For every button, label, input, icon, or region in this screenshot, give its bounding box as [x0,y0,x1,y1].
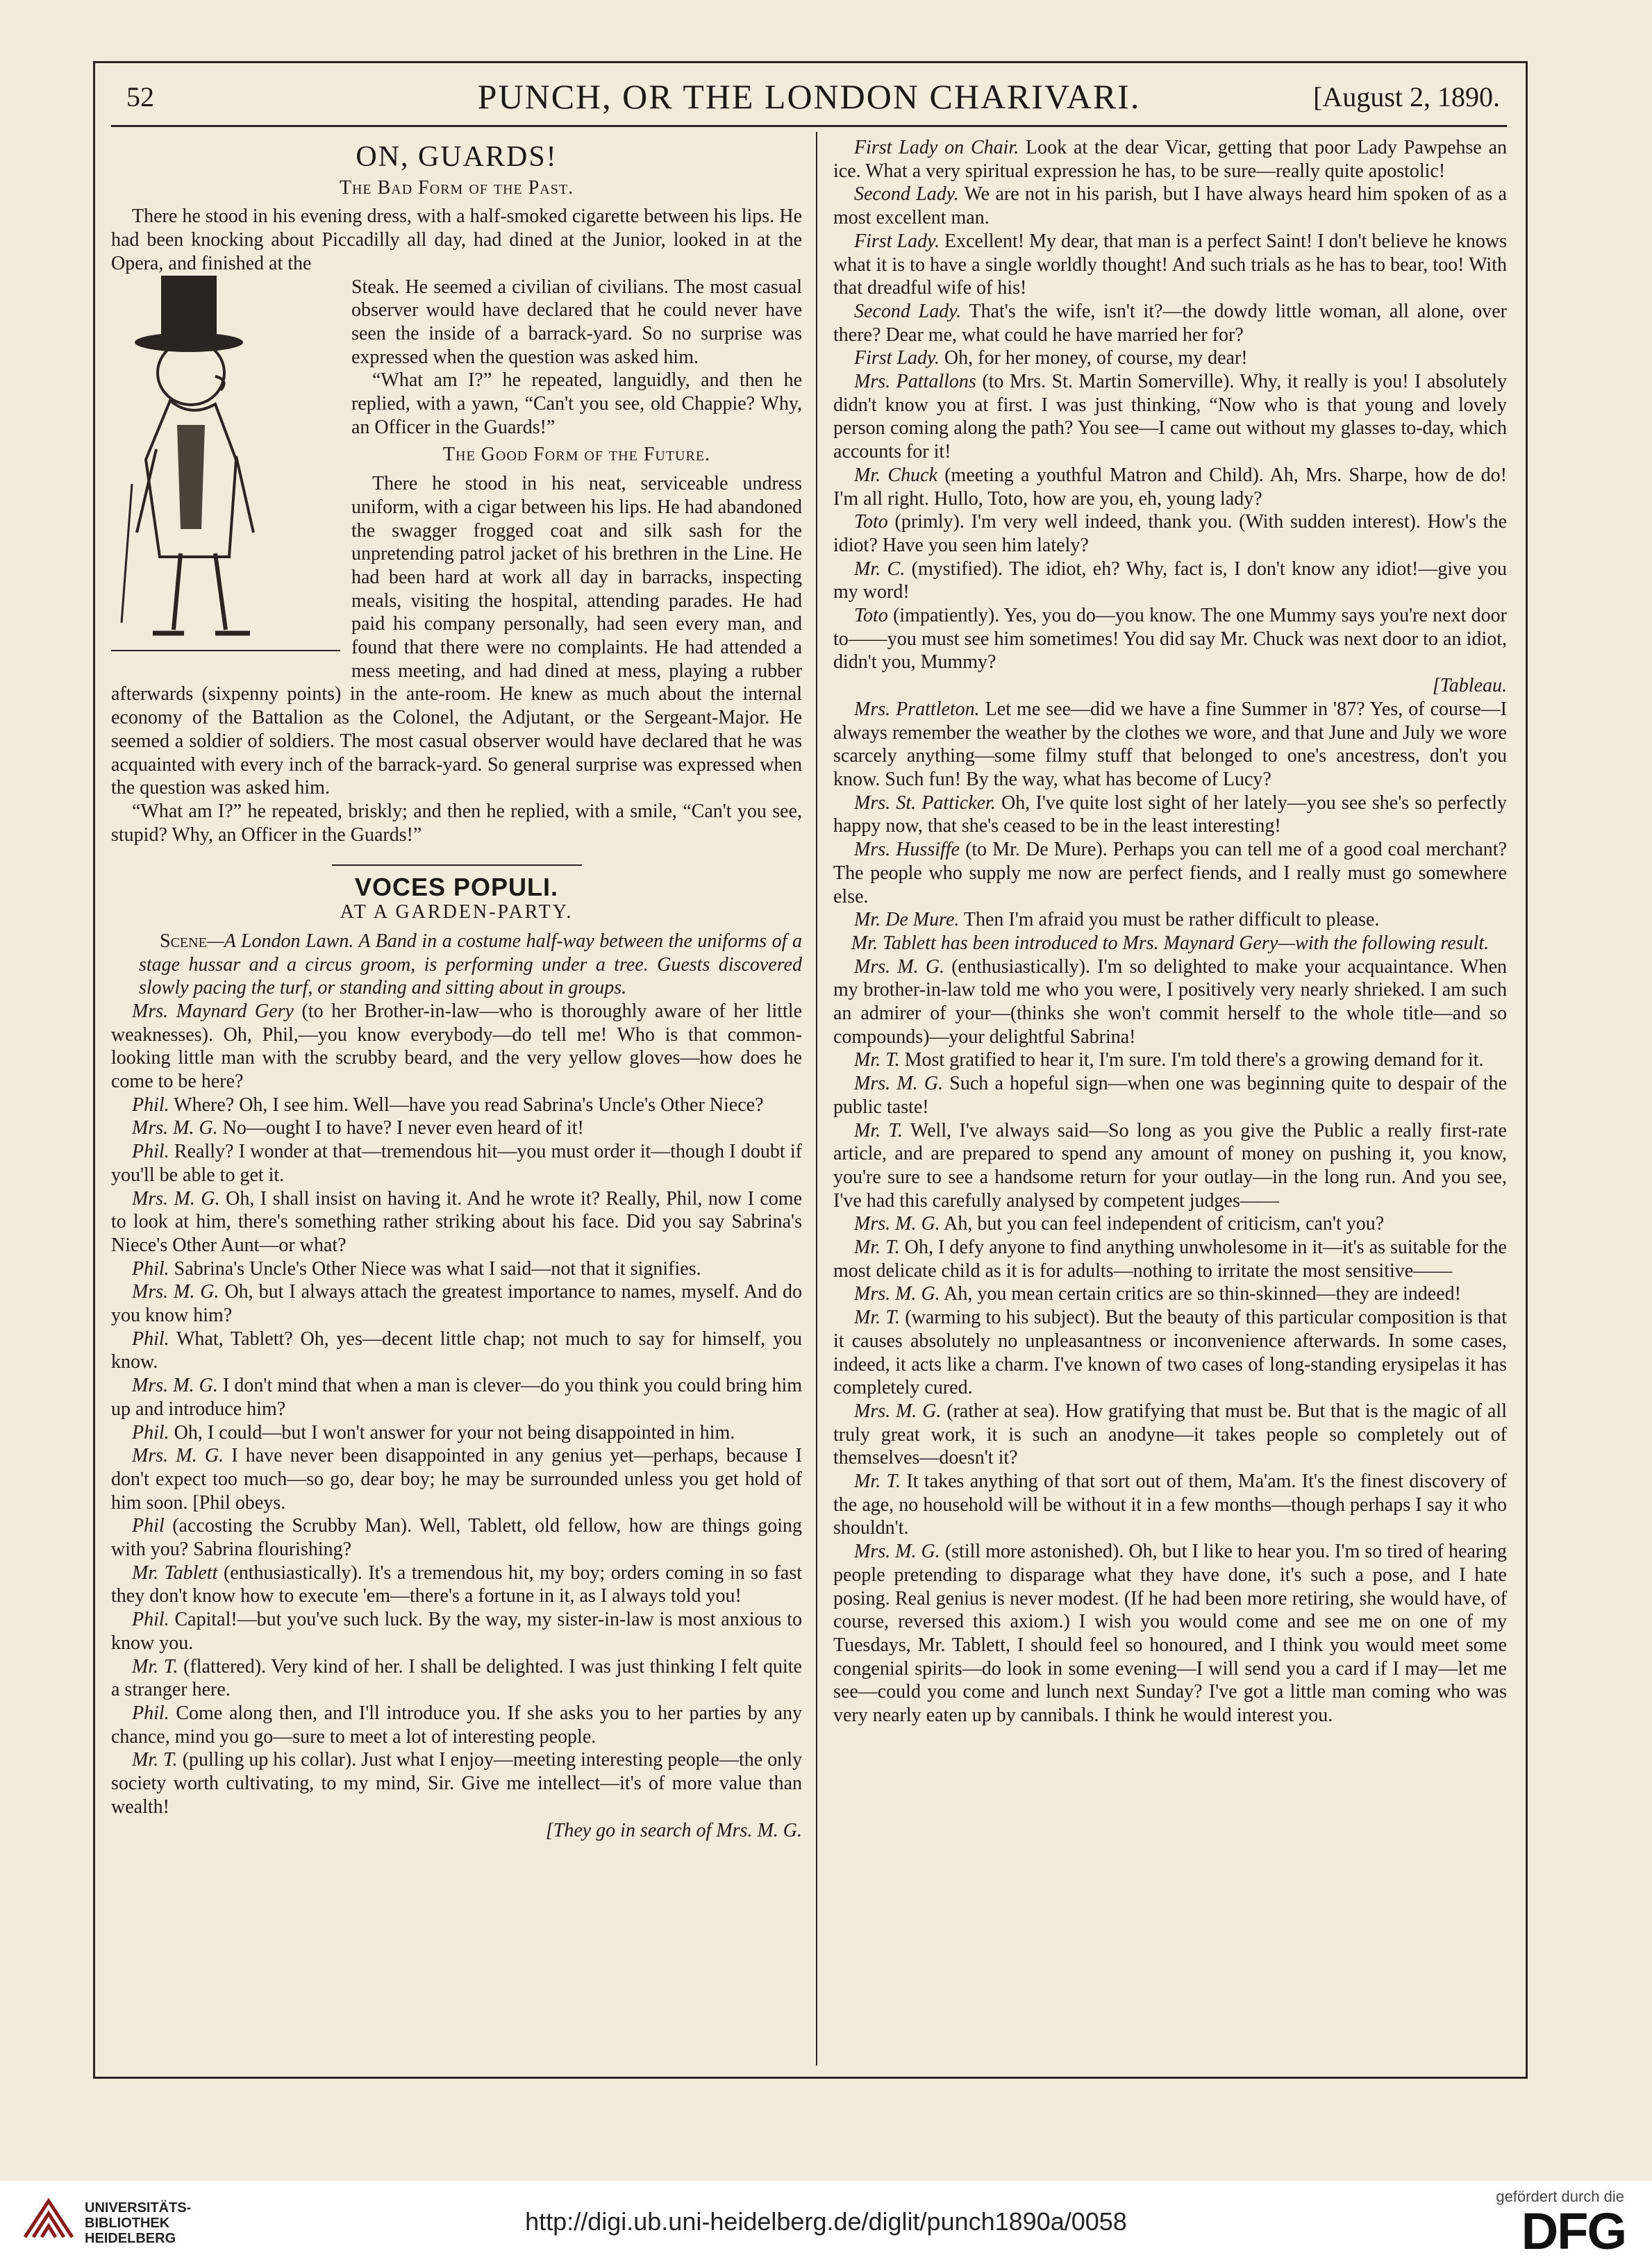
dialogue-line [833,1212,1507,1236]
speaker-name: Mr. T. [854,1049,900,1071]
speech-text: Ah, you mean certain critics are so thin-skinned—they are indeed! [940,1283,1461,1305]
dialogue-line [833,510,1507,557]
speech-text: (still more astonished). Oh, but I like to hear you. I'm so tired of hearing people pretending to disparage what they have done, it's such a pose, and I hate posing. Real genius is never modest. (If he had been more retiring, she would have, of course, reversed this axiom.) I wish you would come and see me on one of my Tuesdays, Mr. Tablett, I should feel so honoured, and I think you would meet some congenial spirits—do look in some evening—I will send you a card if I may—let me see—could you come and lunch next Sunday? I've got a little man coming who was very nearly eaten up by cannibals. I think he would interest you. [833,1541,1508,1727]
tableau: [Tableau. [1432,675,1507,697]
speaker-name: Phil [132,1515,165,1537]
speech-text: (rather at sea). How gratifying that must be. But that is the magic of all truly great work, it is such an anodyne—it takes people so completely out of themselves—doesn't it? [833,1400,1507,1469]
dialogue-line [833,1048,1507,1072]
dialogue-line [833,370,1507,464]
speaker-name: Mr. De Mure. [854,909,960,931]
speaker-name: First Lady. [854,347,940,369]
speaker-name: Mrs. M. G. [854,1213,940,1235]
speech-text: (warming to his subject). But the beauty of this particular composition is that it causes absolutely no unpleasantness or inconvenience afterwards. In some cases, indeed, it acts like a charm. I've known of two cases of long-standing erysipelas it has completely cured. [833,1307,1507,1399]
speaker-name: Second Lady. [854,183,959,206]
dialogue-line [111,1140,802,1187]
speech-text: Capital!—but you've such luck. By the way, my sister-in-law is most anxious to know you. [111,1609,802,1654]
speech-text: (impatiently). Yes, you do—you know. The one Mummy says you're next door to——you must see him sometimes! You did say Mr. Chuck was next door to an idiot, didn't you, Mummy? [833,605,1507,673]
dialogue-line [111,1374,802,1421]
dialogue-line [833,1282,1507,1306]
speaker-name: Mrs. M. G. [132,1187,220,1209]
speaker-name: Phil. [132,1141,169,1163]
dialogue-line [833,464,1507,510]
speech-text: (enthusiastically). I'm so delighted to make your acquaintance. When my brother-in-law told me who you were, I positively very nearly shrieked. I am such an admirer of your—(thinks she won't commit herself to the whole title—and so compounds)—your delightful Sabrina! [833,955,1508,1048]
speech-text: It takes anything of that sort out of them, Ma'am. It's the finest discovery of the age, no household will be without it in a few months—though perhaps I say it who shouldn't. [833,1471,1507,1539]
speech-text: (mystified). The idiot, eh? Why, fact is, I don't know any idiot!—give you my word! [833,558,1507,603]
funding-caption: gefördert durch die [1496,2188,1624,2205]
dialogue-line [111,1187,802,1257]
speaker-name: Mr. T. [132,1749,178,1771]
speaker-name: Phil. [132,1421,169,1443]
dialogue-line [111,1421,802,1445]
dialogue-right-1 [833,136,1507,674]
speaker-name: Mrs. St. Patticker. [854,792,996,814]
speech-text: What, Tablett? Oh, yes—decent little chap; not much to say for himself, you know. [111,1328,802,1373]
dialogue-line [111,1000,802,1094]
speech-text: Really? I wonder at that—tremendous hit—you must order it—though I doubt if you'll be able to get it. [111,1141,802,1186]
speaker-name: Toto [854,605,888,627]
right-column [833,136,1507,1727]
dialogue-line [833,1470,1507,1540]
speaker-name: Phil. [132,1328,169,1350]
speech-text: (enthusiastically). It's a tremendous hit, my boy; orders coming in so fast they don't know how to execute 'em—there's a fortune in it, as I always told you! [111,1562,802,1607]
dialogue-line [833,1306,1507,1400]
dialogue-line [111,1702,802,1748]
speech-text: (flattered). Very kind of her. I shall be delighted. I was just thinking I felt quite a stranger here. [111,1655,802,1701]
subheading-garden-party: AT A GARDEN-PARTY. [340,901,574,923]
speaker-name: Mrs. M. G. [854,1400,942,1422]
dialogue-line [833,346,1507,370]
speech-text: Such a hopeful sign—when one was beginning quite to despair of the public taste! [833,1073,1507,1118]
library-name-text: UNIVERSITÄTS- BIBLIOTHEK HEIDELBERG [85,2200,192,2246]
dialogue-left [111,1000,802,1819]
dialogue-line [111,1094,802,1117]
dialogue-line [111,1257,802,1281]
dialogue-line [111,1280,802,1327]
speaker-name: Mrs. M. G. [132,1375,218,1397]
speech-text: We are not in his parish, but I have always heard him spoken of as a most excellent man. [833,183,1507,229]
speaker-name: Mrs. Maynard Gery [132,1000,294,1022]
dialogue-line [833,1236,1507,1282]
dialogue-line [833,300,1507,346]
speech-text: No—ought I to have? I never even heard of it! [217,1117,584,1139]
speech-text: Excellent! My dear, that man is a perfect Saint! I don't believe he knows what it is to have a single worldly thought! And such trials as he has to bear, too! With that dreadful wife of his! [833,230,1507,299]
dialogue-line [833,792,1507,838]
speech-text: Oh, but I always attach the greatest importance to names, myself. And do you know him? [111,1281,802,1327]
dialogue-right-3 [833,955,1507,1727]
permalink[interactable]: http://digi.ub.uni-heidelberg.de/diglit/punch1890a/0058 [525,2207,1127,2236]
dialogue-line [111,1748,802,1818]
speaker-name: Phil. [132,1094,169,1116]
dialogue-line [833,1540,1507,1727]
dialogue-line [833,1400,1507,1470]
speech-text: I have never been disappointed in any genius yet—perhaps, because I don't expect too much—so go, dear boy; he may be surrounded unless you get hold of him soon. [Phil obeys. [111,1445,802,1514]
stage-direction: Mr. Tablett has been introduced to Mrs. Maynard Gery—with the following result. [851,932,1490,954]
speaker-name: Mr. Chuck [854,464,937,486]
speech-text: (meeting a youthful Matron and Child). Ah, Mrs. Sharpe, how de do! I'm all right. Hullo, Toto, how are you, eh, young lady? [833,464,1508,510]
speech-text: Look at the dear Vicar, getting that poor Lady Pawpehse an ice. What a very spiritual expression he has, to be sure—really quite apostolic! [833,137,1508,182]
dialogue-line [833,908,1507,932]
scene-text: —A London Lawn. A Band in a costume half-way between the uniforms of a stage hussar and a circus groom, is performing under a tree. Guests discovered slowly pacing the turf, or standing and sitting about in groups. [139,930,802,999]
speaker-name: Mr. T. [854,1307,900,1329]
speaker-name: Mrs. M. G. [132,1281,219,1303]
speech-text: Well, I've always said—So long as you give the Public a really first-rate article, and are prepared to spend any amount of money on pushing it, you know, you're sure to see a handsome return for your outlay—in the long run. And you see, I've had this carefully analysed by competent judges—— [833,1119,1507,1212]
speaker-name: Mrs. Hussiffe [854,839,960,861]
dialogue-line [833,955,1507,1049]
speaker-name: First Lady. [854,230,940,252]
speaker-name: Toto [854,511,888,533]
speaker-name: Phil. [132,1609,169,1631]
speech-text: (primly). I'm very well indeed, thank you. (With sudden interest). How's the idiot? Have you seen him lately? [833,511,1507,556]
paragraph: “What am I?” he repeated, briskly; and then he replied, with a smile, “Can't you see, stupid? Why, an Officer in the Guards!” [111,800,802,846]
speaker-name: Mr. T. [854,1471,901,1493]
speaker-name: Mrs. M. G. [854,1541,940,1563]
speaker-name: Mr. T. [854,1237,900,1259]
speaker-name: First Lady on Chair. [854,137,1019,158]
speaker-name: Mr. T. [132,1655,178,1677]
dialogue-line [111,1655,802,1702]
footer-bar [0,2181,1652,2260]
issue-date: [August 2, 1890. [1313,81,1500,112]
guardsman-illustration [111,276,340,658]
dialogue-line [833,183,1507,229]
speech-text: Oh, I shall insist on having it. And he wrote it? Really, Phil, now I come to look at him, there's something rather striking about his face. Did you say Sabrina's Niece's Other Aunt—or what? [111,1187,802,1256]
speaker-name: Mr. T. [854,1119,903,1141]
speaker-name: Mrs. M. G. [132,1117,218,1139]
speaker-name: Mrs. M. G. [854,1073,944,1095]
speech-text: (to her Brother-in-law—who is thoroughly aware of her little weaknesses). Oh, Phil,—you know everybody—do tell me! Who is that common-looking little man with the scrubby beard, and the very yellow gloves—how does he come to be here? [111,1000,802,1093]
left-column [111,136,802,1842]
paragraph: There he stood in his evening dress, with a half-smoked cigarette between his lips. He had been knocking about Piccadilly all day, had dined at the Junior, looked in at the Opera, and finished at the [111,206,802,274]
speaker-name: Mrs. M. G. [854,1283,940,1305]
speaker-name: Phil. [132,1257,169,1280]
speaker-name: Mr. Tablett [132,1562,218,1584]
subheading-bad-form: The Bad Form of the Past. [339,176,574,199]
speaker-name: Mrs. M. G. [854,955,945,978]
dialogue-line [111,1328,802,1374]
dialogue-line [833,136,1507,183]
speech-text: (to Mr. De Mure). Perhaps you can tell me of a good coal merchant? The people who supply me now are perfect fiends, and I really must go somewhere else. [833,839,1507,907]
section-rule [332,864,582,866]
paragraph: Steak. He seemed a civilian of civilians. The most casual observer would have declared that he could never have seen the inside of a barrack-yard. So no surprise was expressed when the question was asked him. [351,276,802,368]
dialogue-line [111,1562,802,1608]
speaker-name: Mrs. M. G. [132,1445,224,1467]
dialogue-right-2 [833,698,1507,932]
page-header [111,75,1507,118]
dfg-logo: DFG [1521,2202,1626,2260]
column-divider [816,132,817,2066]
speaker-name: Mr. C. [854,558,906,580]
speech-text: (accosting the Scrubby Man). Well, Tablett, old fellow, how are things going with you? Sabrina flourishing? [111,1515,802,1561]
speech-text: That's the wife, isn't it?—the dowdy little woman, all alone, over there? Dear me, what could he have married her for? [833,300,1507,346]
paragraph: There he stood in his neat, serviceable undress uniform, with a cigar between his lips. He had abandoned the swagger frogged coat and silk sash for the unpretending patrol jacket of his brethren in the Line. He had been hard at work all day in barracks, inspecting meals, visiting the hospital, attending parades. He had paid his company personally, had seen every man, and found that there were no complaints. He had attended a mess meeting, and had dined at mess, playing a rubber afterwards (sixpenny points) in the ante-room. He knew as much about the internal economy of the Battalion as the Colonel, the Adjutant, or the Sergeant-Major. He seemed a soldier of soldiers. The most casual observer would have declared that he was acquainted with every inch of the barrack-yard. So general surprise was expressed when the question was asked him. [111,473,802,799]
dialogue-line [111,1514,802,1561]
dialogue-line [833,1119,1507,1213]
exit-direction: [They go in search of Mrs. M. G. [545,1819,802,1841]
speech-text: Most gratified to hear it, I'm sure. I'm told there's a growing demand for it. [899,1049,1484,1071]
speech-text: Where? Oh, I see him. Well—have you read Sabrina's Uncle's Other Niece? [169,1094,764,1116]
speech-text: I don't mind that when a man is clever—do you think you could bring him up and introduce him? [111,1375,802,1420]
speech-text: Ah, but you can feel independent of criticism, can't you? [940,1213,1385,1235]
speech-text: Let me see—did we have a fine Summer in '87? Yes, of course—I always remember the weather by the clothes we wore, and that June and July we wore scarcely anything—some filmy stuff that belonged to one's ancestress, don't you know. Such fun! By the way, what has become of Lucy? [833,698,1507,790]
scene-description [111,930,802,1000]
scene-label: Scene [160,930,207,952]
speech-text: Oh, I could—but I won't answer for your not being disappointed in him. [169,1421,735,1443]
dialogue-line [833,230,1507,300]
dialogue-line [833,698,1507,792]
speech-text: (to Mrs. St. Martin Somerville). Why, it really is you! I absolutely didn't know you at first. I was just thinking, “Now who is that young and lovely person coming along the path? You see—I came out without my glasses to-day, which accounts for it! [833,371,1508,463]
speaker-name: Phil. [132,1702,169,1724]
subheading-good-form: The Good Form of the Future. [442,444,711,466]
speech-text: Oh, I defy anyone to find anything unwholesome in it—it's as suitable for the most delicate child as it is for adults—nothing to irritate the most sensitive—— [833,1237,1507,1282]
dialogue-line [111,1444,802,1514]
speech-text: Sabrina's Uncle's Other Niece was what I said—not that it signifies. [169,1257,701,1280]
header-rule [111,125,1507,127]
speech-text: Oh, I've quite lost sight of her lately—you see she's so perfectly happy now, that she's ceased to be in the least interesting! [833,792,1507,837]
article-title-on-guards: ON, GUARDS! [356,141,558,173]
page-number: 52 [126,81,154,112]
dialogue-line [833,558,1507,604]
speech-text: Then I'm afraid you must be rather difficult to please. [959,909,1380,931]
article-title-voces-populi: VOCES POPULI. [354,873,559,902]
dialogue-line [833,1072,1507,1119]
speech-text: Oh, for her money, of course, my dear! [939,347,1248,369]
dialogue-line [833,604,1507,674]
speaker-name: Second Lady. [854,300,962,322]
publication-title: PUNCH, OR THE LONDON CHARIVARI. [477,77,1141,116]
paragraph: “What am I?” he repeated, languidly, and then he replied, with a yawn, “Can't you see, old Chappie? Why, an Officer in the Guards!” [351,369,802,438]
speaker-name: Mrs. Pattallons [854,371,976,393]
speaker-name: Mrs. Prattleton. [854,698,980,720]
speech-text: (pulling up his collar). Just what I enjoy—meeting interesting people—the only society worth cultivating, to my mind, Sir. Give me intellect—it's of more value than wealth! [111,1749,802,1818]
speech-text: Come along then, and I'll introduce you. If she asks you to her parties by any chance, mind you go—sure to meet a lot of interesting people. [111,1702,802,1748]
dialogue-line [111,1608,802,1655]
dialogue-line [833,838,1507,908]
dialogue-line [111,1116,802,1140]
